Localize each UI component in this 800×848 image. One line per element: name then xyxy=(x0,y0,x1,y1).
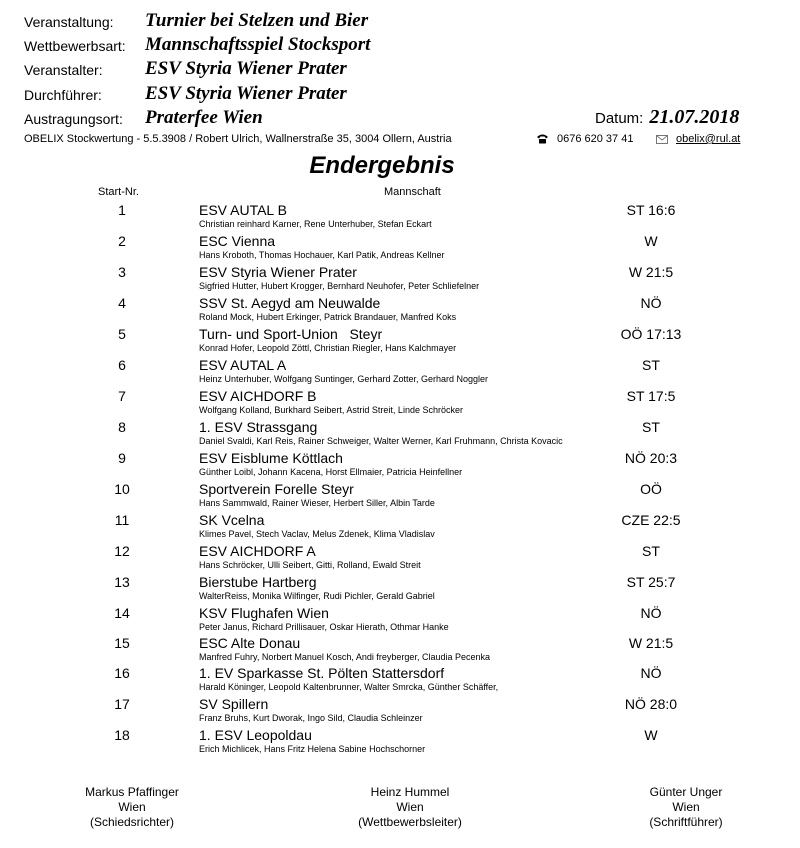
team-result: W xyxy=(644,233,658,249)
result-row xyxy=(0,357,800,388)
organizer-line: OBELIX Stockwertung - 5.5.3908 / Robert Ulrich, Wallnerstraße 35, 3004 Ollern, Austria xyxy=(24,133,452,145)
phone-number: 0676 620 37 41 xyxy=(557,133,634,145)
page-title: Endergebnis xyxy=(309,152,455,179)
team-players: WalterReiss, Monika Wilfinger, Rudi Pichler, Gerald Gabriel xyxy=(199,591,435,601)
team-players: Konrad Hofer, Leopold Zöttl, Christian Riegler, Hans Kalchmayer xyxy=(199,343,457,353)
team-name: ESC Alte Donau xyxy=(199,635,301,651)
team-name: 1. EV Sparkasse St. Pölten Stattersdorf xyxy=(199,665,445,681)
team-name: KSV Flughafen Wien xyxy=(199,605,329,621)
start-number: 1 xyxy=(118,202,126,218)
team-result: W 21:5 xyxy=(628,635,674,651)
team-result: NÖ 28:0 xyxy=(624,696,678,712)
start-number: 15 xyxy=(114,635,130,651)
team-name: ESV AUTAL A xyxy=(199,357,287,373)
team-players: Hans Kroboth, Thomas Hochauer, Karl Patik, Andreas Kellner xyxy=(199,250,445,260)
team-name: Sportverein Forelle Steyr xyxy=(199,481,354,497)
signature-wettbewerbsleiter xyxy=(330,785,490,830)
team-players: Daniel Svaldi, Karl Reis, Rainer Schweiger, Walter Werner, Karl Fruhmann, Christa Kovacic xyxy=(199,436,563,446)
team-players: Sigfried Hutter, Hubert Krogger, Bernhard Neuhofer, Peter Schliefelner xyxy=(199,281,480,291)
team-players: Christian reinhard Karner, Rene Unterhuber, Stefan Eckart xyxy=(199,219,432,229)
result-row xyxy=(0,481,800,512)
signature-city: Wien xyxy=(396,800,424,814)
signature-schiedsrichter xyxy=(52,785,212,830)
header-label: Austragungsort: xyxy=(24,111,123,127)
datum xyxy=(595,106,739,129)
team-result: OÖ 17:13 xyxy=(620,326,682,342)
team-players: Harald Köninger, Leopold Kaltenbrunner, Walter Smrcka, Günther Schäffer, xyxy=(199,682,499,692)
team-players: Wolfgang Kolland, Burkhard Seibert, Astrid Streit, Linde Schröcker xyxy=(199,405,463,415)
start-number: 14 xyxy=(114,605,130,621)
team-result: NÖ 20:3 xyxy=(624,450,678,466)
team-result: NÖ xyxy=(640,665,662,681)
phone xyxy=(536,133,633,145)
result-row xyxy=(0,543,800,574)
datum-label: Datum: xyxy=(595,110,644,127)
header-label: Wettbewerbsart: xyxy=(24,38,126,54)
team-result: ST 25:7 xyxy=(626,574,676,590)
start-number: 4 xyxy=(118,295,126,311)
team-name: ESV AUTAL B xyxy=(199,202,287,218)
team-name: SK Vcelna xyxy=(199,512,265,528)
team-result: ST xyxy=(642,543,660,559)
signature-city: Wien xyxy=(118,800,146,814)
team-result: W xyxy=(644,727,658,743)
header-value: Turnier bei Stelzen und Bier xyxy=(145,10,369,31)
start-number: 5 xyxy=(118,326,126,342)
header-value: Praterfee Wien xyxy=(145,107,263,128)
start-number: 18 xyxy=(114,727,130,743)
team-players: Peter Janus, Richard Prillisauer, Oskar Hierath, Othmar Hanke xyxy=(199,622,449,632)
team-name: 1. ESV Leopoldau xyxy=(199,727,312,743)
team-name: 1. ESV Strassgang xyxy=(199,419,318,435)
signature-role: (Wettbewerbsleiter) xyxy=(358,815,462,829)
header-value: Mannschaftsspiel Stocksport xyxy=(145,34,371,55)
start-number: 12 xyxy=(114,543,130,559)
start-number: 6 xyxy=(118,357,126,373)
team-name: ESC Vienna xyxy=(199,233,276,249)
start-number: 17 xyxy=(114,696,130,712)
team-name: Turn- und Sport-Union Steyr xyxy=(199,326,383,342)
result-row xyxy=(0,665,800,696)
column-header-team: Mannschaft xyxy=(384,186,441,198)
start-number: 8 xyxy=(118,419,126,435)
start-number: 10 xyxy=(114,481,130,497)
header-label: Veranstaltung: xyxy=(24,14,114,30)
signature-role: (Schriftführer) xyxy=(649,815,723,829)
result-row xyxy=(0,233,800,264)
team-result: NÖ xyxy=(640,295,662,311)
team-name: ESV AICHDORF B xyxy=(199,388,317,404)
team-players: Roland Mock, Hubert Erkinger, Patrick Brandauer, Manfred Koks xyxy=(199,312,457,322)
result-row xyxy=(0,264,800,295)
team-players: Erich Michlicek, Hans Fritz Helena Sabine Hochschorner xyxy=(199,744,426,754)
start-number: 16 xyxy=(114,665,130,681)
team-players: Hans Sammwald, Rainer Wieser, Herbert Siller, Albin Tarde xyxy=(199,498,435,508)
result-row xyxy=(0,419,800,450)
start-number: 7 xyxy=(118,388,126,404)
result-row xyxy=(0,450,800,481)
team-result: ST xyxy=(642,419,660,435)
team-name: SV Spillern xyxy=(199,696,269,712)
header-label: Durchführer: xyxy=(24,87,102,103)
result-row xyxy=(0,635,800,666)
signature-schriftfuehrer xyxy=(606,785,766,830)
header-value: ESV Styria Wiener Prater xyxy=(145,83,347,104)
result-row xyxy=(0,574,800,605)
team-name: Bierstube Hartberg xyxy=(199,574,317,590)
team-result: ST xyxy=(642,357,660,373)
team-result: OÖ xyxy=(640,481,662,497)
signature-city: Wien xyxy=(672,800,700,814)
result-row xyxy=(0,727,800,758)
email-link[interactable]: obelix@rul.at xyxy=(676,133,741,145)
team-result: W 21:5 xyxy=(628,264,674,280)
signature-name: Günter Unger xyxy=(649,785,723,799)
team-players: Manfred Fuhry, Norbert Manuel Kosch, Andi freyberger, Claudia Pecenka xyxy=(199,652,490,662)
team-name: SSV St. Aegyd am Neuwalde xyxy=(199,295,381,311)
team-name: ESV Styria Wiener Prater xyxy=(199,264,357,280)
start-number: 11 xyxy=(114,512,130,528)
envelope-icon xyxy=(656,135,668,144)
team-name: ESV AICHDORF A xyxy=(199,543,316,559)
team-players: Hans Schröcker, Ulli Seibert, Gitti, Rolland, Ewald Streit xyxy=(199,560,421,570)
signature-role: (Schiedsrichter) xyxy=(89,815,175,829)
result-row xyxy=(0,696,800,727)
team-players: Franz Bruhs, Kurt Dworak, Ingo Sild, Claudia Schleinzer xyxy=(199,713,423,723)
start-number: 2 xyxy=(118,233,126,249)
signature-name: Markus Pfaffinger xyxy=(85,785,179,799)
result-row xyxy=(0,202,800,233)
team-result: ST 16:6 xyxy=(626,202,676,218)
phone-icon xyxy=(536,133,549,144)
datum-value: 21.07.2018 xyxy=(649,106,740,128)
signature-name: Heinz Hummel xyxy=(370,785,450,799)
team-result: ST 17:5 xyxy=(626,388,676,404)
header-value: ESV Styria Wiener Prater xyxy=(145,58,347,79)
start-number: 3 xyxy=(118,264,126,280)
result-row xyxy=(0,512,800,543)
result-row xyxy=(0,605,800,636)
column-header-start: Start-Nr. xyxy=(98,186,139,198)
result-row xyxy=(0,295,800,326)
result-row xyxy=(0,388,800,419)
header-label: Veranstalter: xyxy=(24,62,103,78)
start-number: 13 xyxy=(114,574,130,590)
team-name: ESV Eisblume Köttlach xyxy=(199,450,343,466)
team-players: Günther Loibl, Johann Kacena, Horst Ellmaier, Patricia Heinfellner xyxy=(199,467,463,477)
result-row xyxy=(0,326,800,357)
team-result: NÖ xyxy=(640,605,662,621)
team-result: CZE 22:5 xyxy=(621,512,681,528)
team-players: Klimes Pavel, Stech Vaclav, Melus Zdenek, Klima Vladislav xyxy=(199,529,435,539)
team-players: Heinz Unterhuber, Wolfgang Suntinger, Gerhard Zotter, Gerhard Noggler xyxy=(199,374,488,384)
email xyxy=(656,133,740,145)
start-number: 9 xyxy=(118,450,126,466)
